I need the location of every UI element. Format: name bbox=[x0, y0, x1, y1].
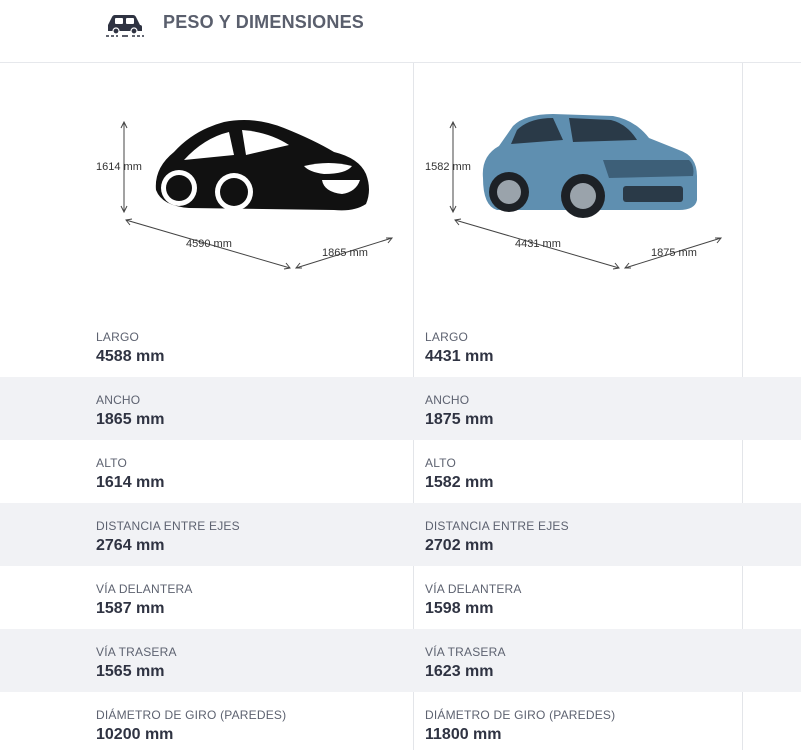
spec-label: ANCHO bbox=[425, 393, 470, 407]
spec-value: 1582 mm bbox=[425, 474, 494, 491]
spec-value: 4588 mm bbox=[96, 348, 165, 365]
spec-label: ANCHO bbox=[96, 393, 141, 407]
spec-value: 2764 mm bbox=[96, 537, 165, 554]
spec-label: DIÁMETRO DE GIRO (PAREDES) bbox=[96, 708, 287, 722]
spec-label: VÍA DELANTERA bbox=[425, 582, 522, 596]
height-label: 1614 mm bbox=[96, 161, 142, 173]
table-row bbox=[0, 692, 801, 755]
section-title: PESO Y DIMENSIONES bbox=[163, 12, 364, 32]
length-label: 4431 mm bbox=[515, 238, 561, 250]
spec-label: LARGO bbox=[425, 330, 469, 344]
table-row bbox=[0, 440, 801, 503]
spec-label: DISTANCIA ENTRE EJES bbox=[96, 519, 240, 533]
spec-value: 1623 mm bbox=[425, 663, 494, 680]
suv-photo-icon bbox=[413, 100, 733, 300]
spec-label: VÍA TRASERA bbox=[96, 645, 177, 659]
spec-value: 1875 mm bbox=[425, 411, 494, 428]
car-silhouette-icon bbox=[84, 100, 404, 300]
length-label: 4590 mm bbox=[186, 238, 232, 250]
spec-label: LARGO bbox=[96, 330, 140, 344]
spec-value: 1614 mm bbox=[96, 474, 165, 491]
spec-value: 2702 mm bbox=[425, 537, 494, 554]
table-row bbox=[0, 377, 801, 440]
spec-label: VÍA TRASERA bbox=[425, 645, 506, 659]
section-header bbox=[0, 0, 801, 63]
table-row bbox=[0, 503, 801, 566]
spec-value: 1565 mm bbox=[96, 663, 165, 680]
width-label: 1865 mm bbox=[322, 247, 368, 259]
width-label: 1875 mm bbox=[651, 247, 697, 259]
car-2-dimension-diagram bbox=[413, 100, 733, 300]
car-1-dimension-diagram bbox=[84, 100, 404, 300]
table-row bbox=[0, 629, 801, 692]
spec-value: 1865 mm bbox=[96, 411, 165, 428]
spec-label: VÍA DELANTERA bbox=[96, 582, 193, 596]
spec-label: ALTO bbox=[425, 456, 457, 470]
spec-value: 10200 mm bbox=[96, 726, 174, 743]
spec-value: 11800 mm bbox=[425, 726, 502, 743]
spec-value: 1587 mm bbox=[96, 600, 165, 617]
spec-label: ALTO bbox=[96, 456, 128, 470]
spec-label: DIÁMETRO DE GIRO (PAREDES) bbox=[425, 708, 616, 722]
spec-value: 1598 mm bbox=[425, 600, 494, 617]
spec-value: 4431 mm bbox=[425, 348, 494, 365]
table-row bbox=[0, 566, 801, 629]
spec-label: DISTANCIA ENTRE EJES bbox=[425, 519, 569, 533]
car-icon bbox=[104, 8, 146, 38]
table-row bbox=[0, 314, 801, 377]
height-label: 1582 mm bbox=[425, 161, 471, 173]
